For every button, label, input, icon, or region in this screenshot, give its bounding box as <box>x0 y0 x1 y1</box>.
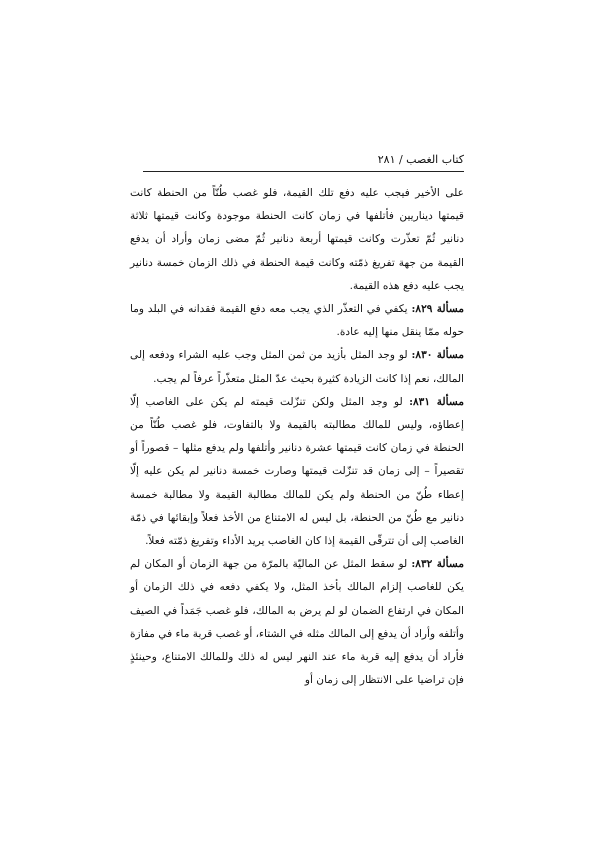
issue-831 <box>130 391 464 553</box>
issue-number: مسألة ٨٣١: <box>409 395 464 408</box>
main-text <box>130 182 464 692</box>
running-header <box>143 152 464 168</box>
paragraph-text: على الأخير فيجب عليه دفع تلك القيمة، فلو غصب طُنّاً من الحنطة كانت قيمتها ديناريين فأتلفها في زمان كانت الحنطة موجودة وكانت قيمتها ثلاثة دنانير ثُمّ تعذّرت وكانت قيمتها أربعة دنانير ثُمّ مضى زمان وأراد أن يدفع القيمة من جهة تفريغ ذمّته وكانت قيمة الحنطة في ذلك الزمان خمسة دنانير يجب عليه دفع هذه القيمة. <box>130 187 464 292</box>
issue-number: مسألة ٨٢٩: <box>411 303 464 316</box>
paragraph-text: يكفي في التعذّر الذي يجب معه دفع القيمة فقدانه في البلد وما حوله ممّا ينقل منها إليه عادة. <box>130 303 464 339</box>
running-title: كتاب الغصب / ٢٨١ <box>377 153 464 166</box>
paragraph-continuation <box>130 182 464 298</box>
issue-830 <box>130 344 464 390</box>
paragraph-text: لو وجد المثل بأزيد من ثمن المثل وجب عليه الشراء ودفعه إلى المالك، نعم إذا كانت الزيادة كثيرة بحيث عدّ المثل متعذّراً عرفاً لم يجب. <box>130 349 464 385</box>
header-divider <box>143 171 464 172</box>
issue-832 <box>130 553 464 692</box>
issue-number: مسألة ٨٣٢: <box>411 558 464 571</box>
issue-number: مسألة ٨٣٠: <box>411 349 464 362</box>
issue-829 <box>130 298 464 344</box>
paragraph-text: لو وجد المثل ولكن تنزّلت قيمته لم يكن على الغاصب إلّا إعطاؤه، وليس للمالك مطالبته بالقيمة ولا بالتفاوت، فلو غصب طُنّاً من الحنطة في زمان كانت قيمتها عشرة دنانير وأتلفها ولم يدفع مثلها – قصوراً أو تقصيراً – إلى زمان قد تنزّلت قيمتها وصارت خمسة دنانير لم يكن عليه إلّا إعطاء طُنّ من الحنطة ولم يكن للمالك مطالبة القيمة ولا مطالبة خمسة دنانير مع طُنّ من الحنطة، بل ليس له الامتناع من الأخذ فعلاً وإبقائها في ذمّة الغاصب إلى أن تترقّى القيمة إذا كان الغاصب يريد الأداء وتفريغ ذمّته فعلاً. <box>130 395 464 548</box>
paragraph-text: لو سقط المثل عن الماليّة بالمرّة من جهة الزمان أو المكان لم يكن للغاصب إلزام المالك بأخذ المثل، ولا يكفي دفعه في ذلك الزمان أو المكان في ارتفاع الضمان لو لم يرض به المالك، فلو غصب جَمَداً في الصيف وأتلفه وأراد أن يدفع إلى المالك مثله في الشتاء، أو غصب قربة ماء في مفازة فأراد أن يدفع إليه قربة ماء عند النهر ليس له ذلك وللمالك الامتناع، وحينئذٍ فإن تراضيا على الانتظار إلى زمان أو <box>130 558 464 687</box>
